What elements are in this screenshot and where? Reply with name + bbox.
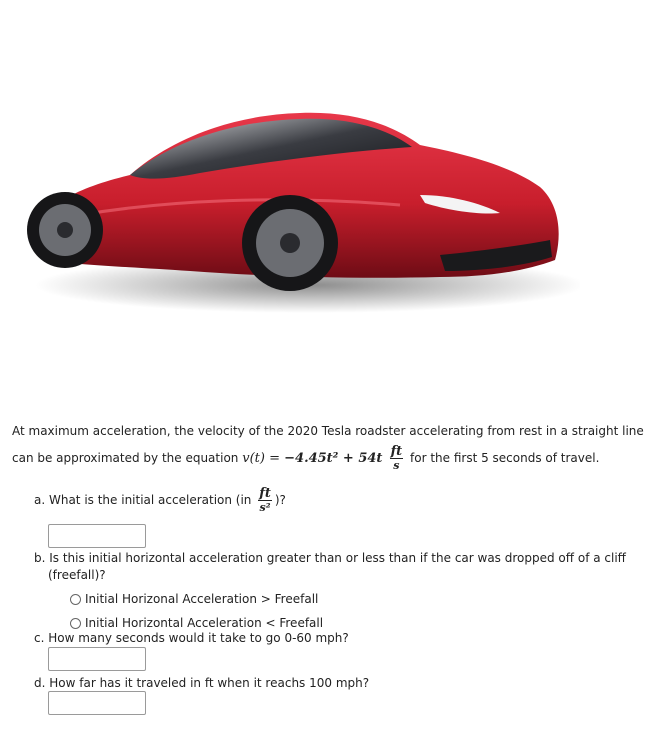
radio-less[interactable] bbox=[70, 618, 81, 629]
answer-d-input[interactable] bbox=[48, 691, 146, 715]
answer-c-input[interactable] bbox=[48, 647, 146, 671]
radio-greater[interactable] bbox=[70, 594, 81, 605]
velocity-unit: $\frac{ft}{s}$ bbox=[390, 444, 403, 472]
answer-a-input[interactable] bbox=[48, 524, 146, 548]
problem-statement bbox=[12, 418, 648, 472]
tesla-roadster-image bbox=[20, 95, 580, 315]
acceleration-unit: $\frac{ft}{\text{s²}}$ bbox=[259, 486, 271, 514]
option-greater[interactable]: Initial Horizonal Acceleration > Freefall bbox=[70, 592, 318, 606]
intro-line-1: At maximum acceleration, the velocity of the 2020 Tesla roadster accelerating from rest in a straight line bbox=[12, 424, 644, 438]
question-d: d. How far has it traveled in ft when it reachs 100 mph? bbox=[34, 676, 370, 690]
option-less[interactable]: Initial Horizontal Acceleration < Freefall bbox=[70, 616, 323, 630]
question-c: c. How many seconds would it take to go 0-60 mph? bbox=[34, 631, 349, 645]
intro-line-2: can be approximated by the equation v(t) = −4.45t² + 54t $\frac{ft}{s}$ for the first 5 seconds of travel. bbox=[12, 444, 600, 472]
question-a: a. What is the initial acceleration (in $\frac{ft}{\text{s²}}$ )? bbox=[34, 486, 286, 514]
velocity-equation: v(t) = −4.45t² + 54t bbox=[242, 451, 383, 466]
question-b: b. Is this initial horizontal acceleration greater than or less than if the car was dropped off of a cliff (freefall)? bbox=[34, 551, 626, 582]
